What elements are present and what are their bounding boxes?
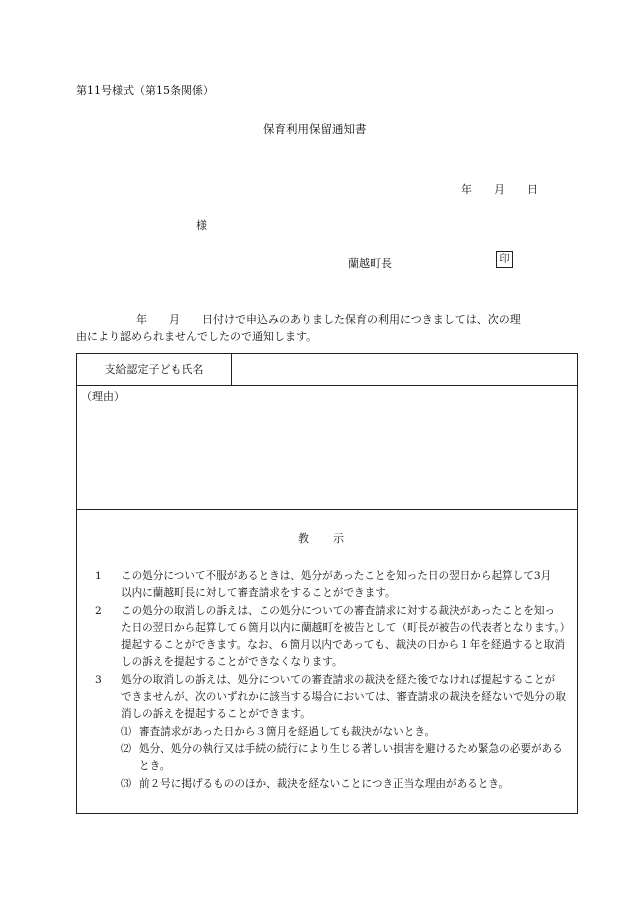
instruction-subitem-number: ⑴ [121,726,131,738]
instruction-item-number: 1 [95,570,102,582]
instruction-item-line: 消しの訴えを提起することができます。 [121,708,311,721]
child-name-row [77,354,577,386]
instruction-item [95,603,573,672]
instruction-item-number: 3 [95,673,102,686]
instruction-item-line: しの訴えを提起することができなくなります。 [121,656,343,669]
instruction-item-line: 処分の取消しの訴えは、処分についての審査請求の裁決を経た後でなければ提起することが [121,673,556,686]
child-name-label: 支給認定子ども氏名 [77,354,232,385]
instruction-item-number: 2 [95,604,102,617]
instruction-title: 教示 [298,532,368,545]
instruction-item-line: できませんが、次のいずれかに該当する場合においては、審査請求の裁決を経ないで処分の取 [121,691,566,704]
instruction-row [77,510,577,813]
instruction-item-line: 以内に蘭越町長に対して審査請求をすることができます。 [121,587,396,600]
form-number: 第11号様式（第15条関係） [76,84,214,97]
child-name-field [232,354,577,385]
body-line-2: 由により認められませんでしたので通知します。 [76,330,318,343]
instruction-item-line: た日の翌日から起算して６箇月以内に蘭越町を被告として（町長が被告の代表者となります。） [121,621,571,634]
instruction-item [95,672,573,724]
instruction-subitem-number: ⑶ [121,778,131,790]
document-title: 保育利用保留通知書 [263,122,367,136]
instruction-subitem-line: 前２号に掲げるもののほか、裁決を経ないことにつき正当な理由があるとき。 [139,777,510,790]
notice-table [76,353,578,814]
addressee-suffix: 様 [196,219,207,232]
issuer-name: 蘭越町長 [348,257,392,270]
instruction-list [95,568,573,793]
issue-date [461,181,560,197]
date-year: 年 [461,183,472,196]
instruction-subitem [95,776,573,793]
instruction-subitem-line: 処分、処分の執行又は手続の続行により生じる著しい損害を避けるため緊急の必要がある [139,742,563,755]
seal-mark: 印 [496,251,513,268]
reason-row [77,386,577,510]
instruction-item-line: 提起することができます。なお、６箇月以内であっても、裁決の日から１年を経過すると取消 [121,639,565,652]
date-day: 日 [527,183,538,196]
instruction-subitem [95,724,573,741]
instruction-subitem [95,741,573,776]
instruction-item [95,568,573,603]
instruction-subitem-number: ⑵ [121,743,131,755]
date-month: 月 [494,183,505,196]
instruction-item-line: この処分の取消しの訴えは、この処分についての審査請求に対する裁決があったことを知っ [121,604,556,617]
instruction-subitem-line: とき。 [139,760,171,773]
body-line-1: 年 月 日付けで申込みのありました保育の利用につきましては、次の理 [136,313,521,326]
notice-body [76,311,556,345]
instruction-item-line: この処分について不服があるときは、処分があったことを知った日の翌日から起算して3月 [121,570,552,582]
instruction-subitem-line: 審査請求があった日から３箇月を経過しても裁決がないとき。 [139,725,436,738]
reason-label: （理由） [81,390,125,403]
